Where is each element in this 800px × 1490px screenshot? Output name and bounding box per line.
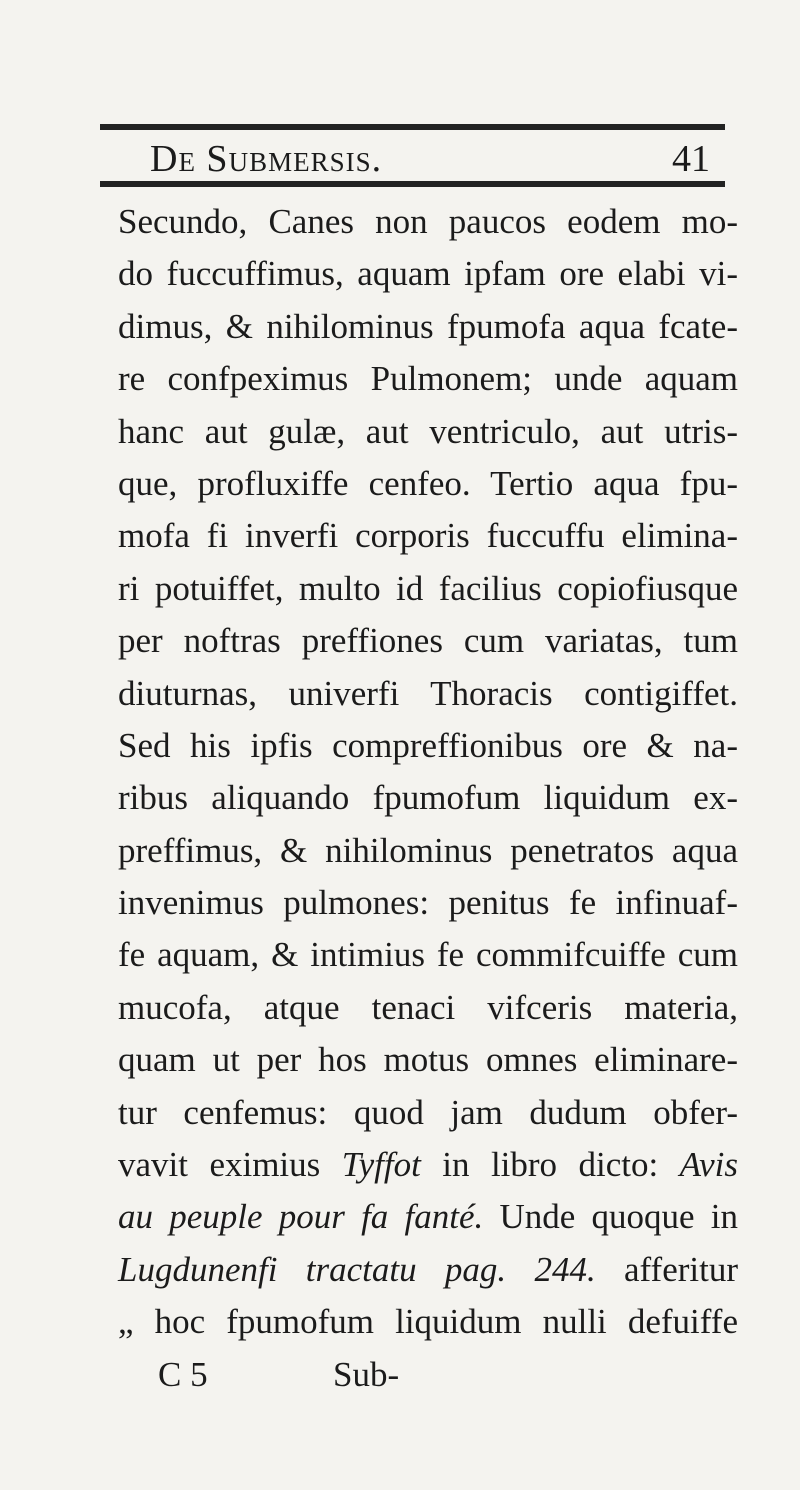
text-line: „ hoc fpumofum liquidum nulli defuiffe	[118, 1302, 738, 1342]
text-line-with-citation	[118, 1191, 738, 1243]
text-segment: afferitur	[595, 1249, 739, 1289]
italic-author-name: Tyffot	[341, 1145, 421, 1185]
text-line: ri potuiffet, multo id facilius copiofiusque	[118, 568, 738, 608]
text-line: do fuccuffimus, aquam ipfam ore elabi vi-	[118, 254, 738, 294]
text-line: que, profluxiffe cenfeo. Tertio aqua fpu-	[118, 463, 738, 503]
text-line: invenimus pulmones: penitus fe infinuaf-	[118, 883, 738, 923]
text-line: ribus aliquando fpumofum liquidum ex-	[118, 778, 738, 818]
signature-mark: C 5	[158, 1354, 208, 1394]
text-line: Secundo, Canes non paucos eodem mo-	[118, 202, 738, 241]
text-line-with-citation	[118, 1244, 738, 1296]
italic-edition-reference: Lugdunenfi tractatu pag.	[118, 1249, 507, 1289]
header-rule-bottom	[100, 181, 725, 187]
text-segment: Unde quoque in	[483, 1197, 738, 1237]
page-footer	[118, 1349, 738, 1401]
text-line: preffimus, & nihilominus penetratos aqua	[118, 830, 738, 870]
text-line: Sed his ipfis compreffionibus ore & na-	[118, 725, 738, 765]
text-line: hanc aut gulæ, aut ventriculo, aut utris-	[118, 411, 738, 451]
text-line: re confpeximus Pulmonem; unde aquam	[118, 359, 738, 399]
italic-book-title: Avis	[679, 1145, 738, 1185]
text-line: mofa fi inverfi corporis fuccuffu elimina-	[118, 516, 738, 556]
text-line: mucofa, atque tenaci vifceris materia,	[118, 987, 738, 1027]
text-line: fe aquam, & intimius fe commifcuiffe cum	[118, 935, 738, 975]
text-segment: in libro dicto:	[420, 1145, 680, 1185]
header-rule-top	[100, 124, 725, 130]
text-line: per noftras preffiones cum variatas, tum	[118, 621, 738, 661]
page-number: 41	[672, 138, 710, 180]
body-text	[118, 196, 738, 1401]
italic-book-title: au peuple pour fa fanté.	[118, 1197, 484, 1237]
page-reference: 244.	[506, 1249, 596, 1289]
text-segment: vavit eximius	[118, 1145, 342, 1185]
text-line: tur cenfemus: quod jam dudum obfer-	[118, 1092, 738, 1132]
running-header	[150, 137, 710, 181]
running-title: De Submersis.	[150, 138, 383, 180]
text-line-with-citation	[118, 1139, 738, 1191]
catchword: Sub-	[333, 1354, 400, 1394]
text-line: dimus, & nihilominus fpumofa aqua fcate-	[118, 306, 738, 346]
text-line: diuturnas, univerfi Thoracis contigiffet.	[118, 673, 738, 713]
text-line: quam ut per hos motus omnes eliminare-	[118, 1040, 738, 1080]
